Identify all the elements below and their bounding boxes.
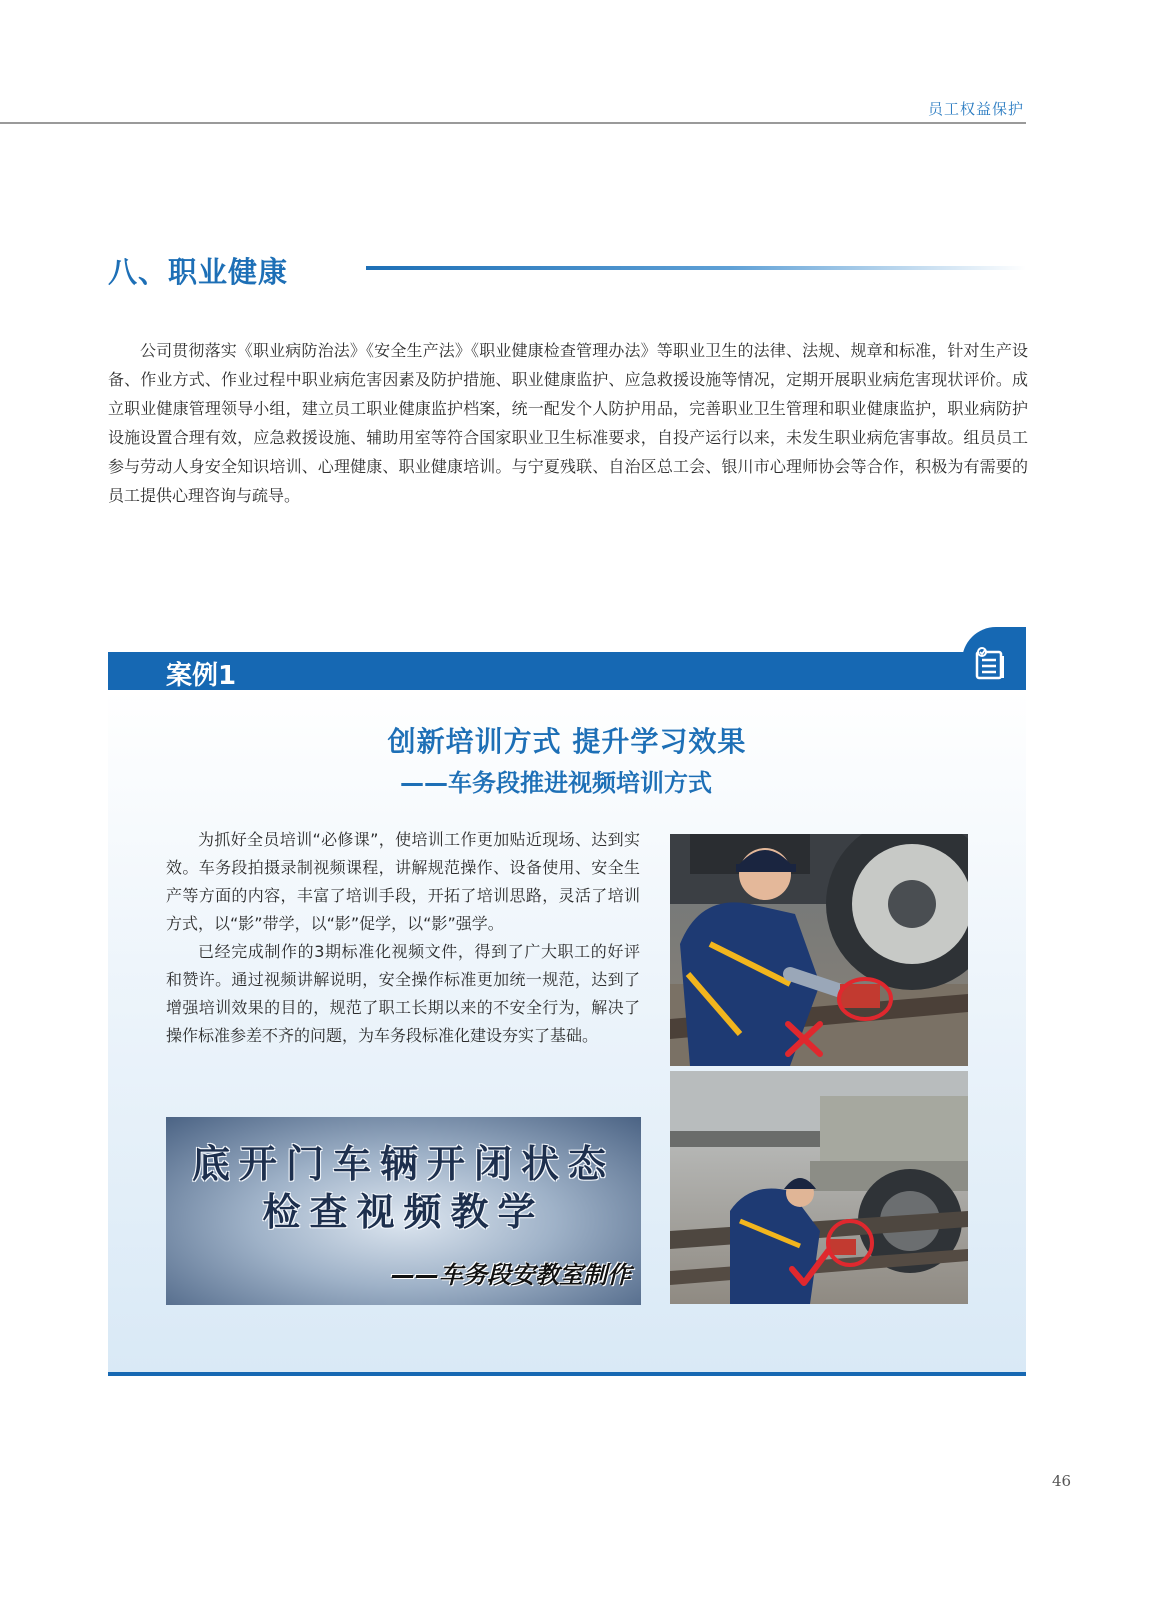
section-title: 八、职业健康 bbox=[108, 255, 289, 289]
case-header-bar bbox=[108, 652, 1026, 690]
case-label: 案例1 bbox=[166, 661, 237, 691]
video-title-line1: 底开门车辆开闭状态 bbox=[191, 1142, 615, 1186]
video-title-line2: 检查视频教学 bbox=[262, 1190, 545, 1234]
case-paragraph: 为抓好全员培训“必修课”，使培训工作更加贴近现场、达到实效。车务段拍摄录制视频课程，讲解规范操作、设备使用、安全生产等方面的内容，丰富了培训手段，开拓了培训思路，灵活了培训方式，以“影”带学，以“影”促学，以“影”强学。 bbox=[166, 830, 640, 933]
worker-wrong-operation-photo bbox=[670, 834, 968, 1066]
training-video-thumbnail bbox=[166, 1117, 641, 1305]
video-credit: ——车务段安教室制作 bbox=[391, 1261, 631, 1289]
case-text bbox=[166, 826, 640, 1050]
case-paragraph: 已经完成制作的3期标准化视频文件，得到了广大职工的好评和赞许。通过视频讲解说明，安全操作标准更加统一规范，达到了增强培训效果的目的，规范了职工长期以来的不安全行为，解决了操作标准参差不齐的问题，为车务段标准化建设夯实了基础。 bbox=[166, 942, 640, 1045]
case-bottom-rule bbox=[108, 1372, 1026, 1376]
worker-correct-operation-photo bbox=[670, 1071, 968, 1304]
running-header-title: 员工权益保护 bbox=[927, 100, 1024, 118]
header-divider bbox=[0, 122, 1026, 124]
page-number: 46 bbox=[1052, 1472, 1072, 1490]
case-icon-tab bbox=[962, 627, 1026, 690]
case-subtitle: ——车务段推进视频培训方式 bbox=[400, 769, 712, 797]
case-title: 创新培训方式 提升学习效果 bbox=[387, 725, 747, 758]
section-title-rule bbox=[366, 266, 1026, 270]
document-list-icon bbox=[974, 647, 1008, 685]
section-body-paragraph: 公司贯彻落实《职业病防治法》《安全生产法》《职业健康检查管理办法》等职业卫生的法律、法规、规章和标准，针对生产设备、作业方式、作业过程中职业病危害因素及防护措施、职业健康监护、应急救援设施等情况，定期开展职业病危害现状评价。成立职业健康管理领导小组，建立员工职业健康监护档案，统一配发个人防护用品，完善职业卫生管理和职业健康监护，职业病防护设施设置合理有效，应急救援设施、辅助用室等符合国家职业卫生标准要求，自投产运行以来，未发生职业病危害事故。组员员工参与劳动人身安全知识培训、心理健康、职业健康培训。与宁夏残联、自治区总工会、银川市心理师协会等合作，积极为有需要的员工提供心理咨询与疏导。 bbox=[108, 341, 1028, 505]
